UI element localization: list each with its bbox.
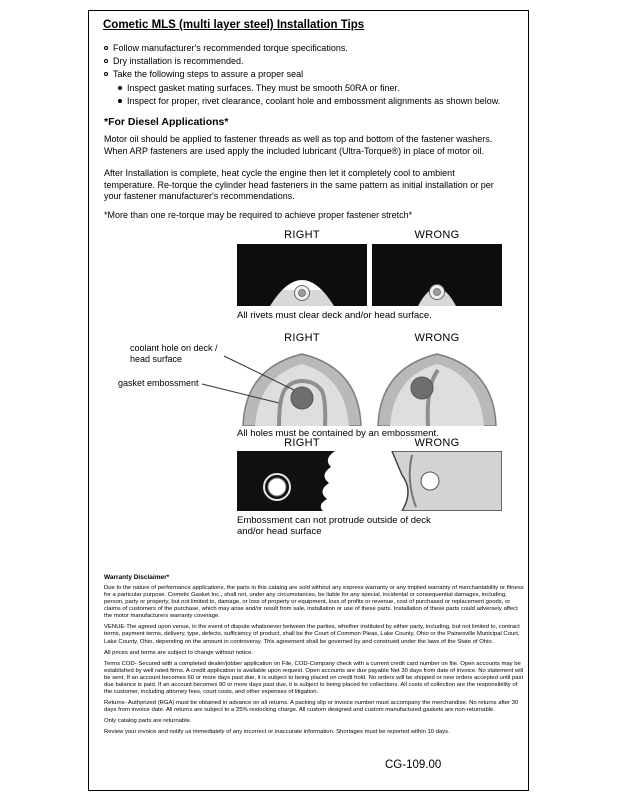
warranty-disclaimer [104,574,524,740]
tip-text: Dry installation is recommended. [113,56,244,67]
page-title: Cometic MLS (multi layer steel) Installation Tips [103,19,365,31]
bullet-circle-icon [104,72,108,76]
bullet-circle-icon [104,46,108,50]
fig1-wrong-image [372,244,502,306]
list-item [104,43,522,53]
disclaimer-paragraph: Only catalog parts are returnable. [104,718,192,725]
bullet-circle-icon [104,59,108,63]
tips-list [104,43,522,109]
disclaimer-paragraph: Review your invoice and notify us immediately of any incorrect or inaccurate information. Shortages must be reported within 10 days. [104,729,450,736]
fig2-wrong-label: WRONG [414,332,460,344]
fig3-wrong-label: WRONG [414,437,460,449]
fig1-right-label: RIGHT [284,229,320,241]
fig2-right-image [237,346,367,426]
tip-text: Take the following steps to assure a proper seal [113,69,304,80]
tip-text: Inspect for proper, rivet clearance, coolant hole and embossment alignments as shown below. [127,95,501,106]
fig1-caption: All rivets must clear deck and/or head surface. [237,310,432,321]
catalog-page-code: CG-109.00 [385,759,442,771]
disclaimer-paragraph: VENUE-The agreed upon venue, in the event of dispute whatsoever between the parties, whether instituted by either party, including, but not limited to, contract terms, payment terms, delivery, type, defects, sufficiency of product, shall be the Court of Common Pleas, Lake County, Ohio or the Painesville Municipal Court, Lake County, Ohio, depending on the amount in controversy. This agreement shall be governed by and construed under the laws of the State of Ohio. [104,624,520,645]
fig2-wrong-image [372,346,502,426]
disclaimer-paragraph: Terms COD- Secured with a completed dealer/jobber application on File, COD-Company check with a current credit card number on file. Open accounts may be established by well rated firms. A credit application is available upon request. Open accounts are due payable Net 30 days from date of invoice. No statement will be sent. If an account becomes 60 or more days past due, it is subject to being placed on credit hold. No orders will be shipped or new orders accepted until past due balance is paid. If an account becomes 90 or more days past due, it is subject to being placed for collections. All costs of collection are the responsibility of the customer, including attorney fees, court costs, and other expenses of litigation. [104,660,524,696]
list-item [104,56,522,66]
diesel-paragraph-2: After Installation is complete, heat cycle the engine then let it completely cool to ambient temperature. Re-torque the cylinder head fasteners in the same pattern as initial installation or per your fastener manufacturer's recommendations. [104,168,494,202]
list-item [104,69,522,79]
tip-text: Follow manufacturer's recommended torque specifications. [113,43,348,53]
list-item [118,96,522,106]
bullet-dot-icon [118,86,122,90]
fig1-right-image [237,244,367,306]
diesel-applications-heading: *For Diesel Applications* [104,116,229,128]
diesel-paragraph-1: Motor oil should be applied to fastener threads as well as top and bottom of the fastener washers. When ARP fasteners are used apply the included lubricant (Ultra-Torque®) in place of motor oil. [104,134,493,156]
fig1-wrong-label: WRONG [414,229,460,241]
disclaimer-paragraph: Due to the nature of performance applications, the parts in this catalog are sold without any express warranty or any implied warranty of merchantability or fitness for a particular purpose. Cometic Gasket Inc., shall not, under any circumstances, be liable for any special, incidental or consequential damages, including, person, party or property, but not limited to, damage, or loss of property or equipment, loss of profits or revenue, cost of purchased or replacement goods, or claims of customers of the purchase, which may arise and/or result from sale, installation or use of these parts. Installation of these parts could adversely affect the motor manufacturers warranty coverage. [104,585,524,620]
fig3-right-image [237,451,367,511]
coolant-hole-label: coolant hole on deck / head surface [130,343,218,364]
disclaimer-heading: Warranty Disclaimer* [104,574,170,581]
disclaimer-paragraph: All prices and terms are subject to change without notice. [104,649,253,656]
fig3-wrong-image [372,451,502,511]
disclaimer-paragraph: Returns- Authorized (RGA) must be obtained in advance on all returns. A packing slip or invoice number must accompany the merchandise. No returns after 30 days from invoice date. All returns are subject to a 25% restocking charge. All custom designed and custom manufactured gaskets are non-returnable. [104,700,519,714]
fig2-caption: All holes must be contained by an embossment. [237,428,439,439]
gasket-embossment-label: gasket embossment [118,378,199,388]
bullet-dot-icon [118,99,122,103]
retorque-note: *More than one re-torque may be required to achieve proper fastener stretch* [104,210,413,220]
list-item [118,83,522,93]
fig3-caption: Embossment can not protrude outside of deck and/or head surface [237,515,431,537]
fig2-right-label: RIGHT [284,332,320,344]
tip-text: Inspect gasket mating surfaces. They must be smooth 50RA or finer. [127,82,400,93]
fig3-right-label: RIGHT [284,437,320,449]
